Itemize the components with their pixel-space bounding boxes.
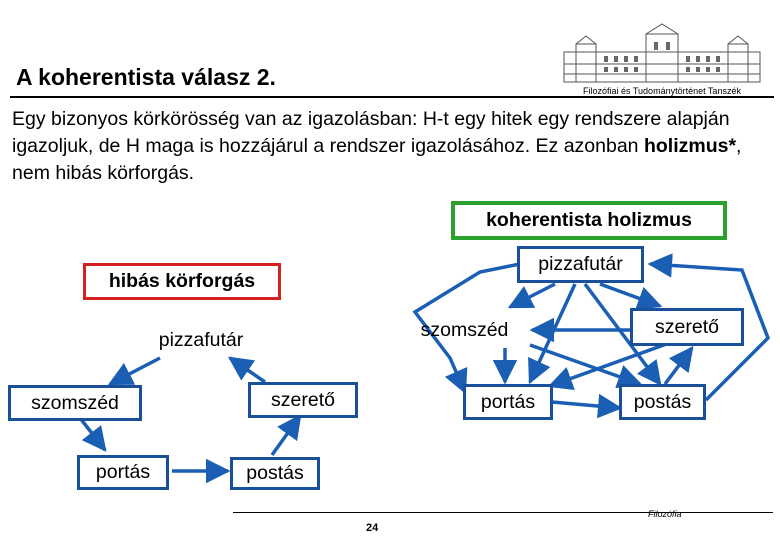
arrow-web-pizzafutar-portas [530,284,575,382]
web-node-szomszed: szomszéd [420,318,509,341]
web-node-postas: postás [619,384,706,420]
arrow-web-pizzafutar-szomszed [510,284,555,307]
slide-title: A koherentista válasz 2. [16,64,276,90]
circle-node-szereto: szerető [248,382,358,418]
web-node-pizzafutar: pizzafutár [517,246,644,283]
paragraph-bold-term: holizmus* [643,135,737,157]
web-node-portas: portás [463,384,553,420]
circle-node-portas: portás [77,455,169,490]
circle-node-pizzafutar: pizzafutár [158,328,244,351]
paragraph-text-end: , nem hibás körforgás. [12,135,742,184]
footer-divider [233,512,773,513]
web-node-szereto: szerető [630,308,744,346]
arrow-circle-szomszed-portas [80,418,105,450]
circle-node-szomszed: szomszéd [8,385,142,421]
page-number: 24 [366,522,379,534]
arrow-circle-szereto-pizzafutar [230,358,265,382]
coherentist-holism-label: koherentista holizmus [451,201,727,240]
arrow-web-pizzafutar-szereto [600,284,660,306]
paragraph-text: Egy bizonyos körkörösség van az igazolásban: H-t egy hitek egy rendszere alapján igazoljuk, de H maga is hozzájárul a rendszer igazolásához. Ez azonban [12,108,730,157]
arrow-web-szereto-portas [550,342,672,386]
logo-caption: Filozófiai és Tudománytörténet Tanszék [583,86,741,96]
arrow-circle-pizzafutar-szomszed [110,358,160,384]
vicious-circle-label: hibás körforgás [83,263,281,300]
arrow-circle-postas-szereto [272,416,300,455]
arrow-web-portas-postas [552,402,620,408]
footer-label: Filozófia [648,509,682,519]
arrow-web-postas-szereto [665,348,692,384]
circle-node-postas: postás [230,457,320,490]
arrow-web-szomszed-postas [530,345,640,384]
